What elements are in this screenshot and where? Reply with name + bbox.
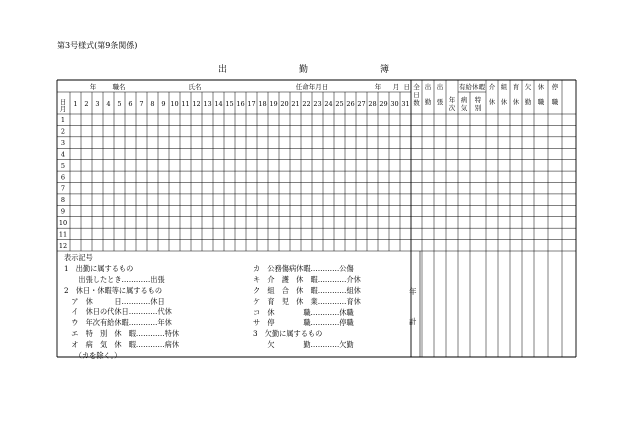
summary-column-label: 出 <box>424 83 432 91</box>
legend-line: ケ 育 児 休 業…………育休 <box>253 296 361 306</box>
day-number: 17 <box>247 100 256 108</box>
legend-line: オ 病 気 休 暇…………病休 <box>64 340 180 350</box>
day-number: 23 <box>313 100 322 108</box>
summary-column-label: 欠 <box>524 83 532 91</box>
day-number: 26 <box>346 100 355 108</box>
legend-left-column <box>64 253 179 362</box>
month-number: 12 <box>58 241 68 250</box>
day-number: 2 <box>84 100 89 108</box>
summary-column-label: 気 <box>460 104 468 112</box>
header-year-label: 年 <box>89 83 97 91</box>
day-number: 7 <box>139 100 144 108</box>
day-number: 8 <box>150 100 155 108</box>
day-number: 13 <box>203 100 212 108</box>
summary-column-label: 勤 <box>524 98 532 106</box>
day-number: 6 <box>128 100 133 108</box>
summary-column-label: 年 <box>448 96 456 104</box>
header-year-suffix: 年 <box>374 83 382 91</box>
legend-line: エ 特 別 休 暇…………特休 <box>64 329 180 339</box>
day-number: 20 <box>280 100 289 108</box>
paid-leave-group-label: 有給休暇 <box>459 83 485 91</box>
form-number-label: 第3号様式(第9条関係) <box>57 41 138 50</box>
legend-line: ク 組 合 休 暇…………組休 <box>253 285 361 295</box>
day-number: 25 <box>335 100 344 108</box>
summary-column-label: 次 <box>448 104 456 112</box>
summary-column-label: 別 <box>474 104 482 112</box>
legend-line: 2 休日・休暇等に属するもの <box>64 285 163 295</box>
summary-column-label: 数 <box>413 99 420 107</box>
day-number: 14 <box>214 100 223 108</box>
day-number: 28 <box>368 100 377 108</box>
summary-column-label: 日 <box>413 91 420 99</box>
month-number: 11 <box>58 230 68 239</box>
title-char-2: 勤 <box>299 65 309 75</box>
header-appointment-label: 任命年月日 <box>295 83 329 91</box>
header-name-label: 氏名 <box>188 83 202 91</box>
legend-line: 出張したとき…………出張 <box>64 274 165 284</box>
month-number: 5 <box>60 161 66 170</box>
summary-column-label: 勤 <box>424 98 432 106</box>
header-position-label: 職名 <box>112 83 126 91</box>
summary-column-label: 特 <box>474 96 482 104</box>
day-number: 21 <box>291 100 300 108</box>
day-number: 1 <box>73 100 78 108</box>
day-number: 5 <box>117 100 122 108</box>
totals-label-char-1: 年 <box>409 287 417 296</box>
corner-month-label: 月 <box>59 105 67 113</box>
day-number: 31 <box>401 100 410 108</box>
day-number: 30 <box>390 100 399 108</box>
corner-day-label: 日 <box>59 98 67 106</box>
summary-column-label: 組 <box>500 83 508 91</box>
legend-line: ウ 年次有給休暇…………年休 <box>64 318 172 328</box>
header-month-suffix: 月 <box>392 83 400 91</box>
day-number: 3 <box>95 100 100 108</box>
legend-line: キ 介 護 休 暇…………介休 <box>253 274 361 284</box>
summary-column-label: 病 <box>460 96 468 104</box>
summary-column-label: 停 <box>551 83 559 91</box>
legend-line: カ 公務傷病休暇…………公傷 <box>253 264 354 273</box>
legend-line: 欠 勤…………欠勤 <box>253 340 354 350</box>
legend-line: ア 休 日…………休日 <box>64 296 165 306</box>
day-number: 10 <box>170 100 179 108</box>
month-number: 6 <box>60 173 66 182</box>
summary-column-label: 張 <box>436 98 444 106</box>
legend-line: （カを除く。） <box>64 351 122 361</box>
month-number: 8 <box>60 196 66 205</box>
month-number: 10 <box>58 218 68 227</box>
summary-column-label: 休 <box>537 83 545 91</box>
legend-line: 1 出勤に属するもの <box>64 263 134 273</box>
day-number: 11 <box>181 100 190 108</box>
summary-column-label: 休 <box>500 98 508 106</box>
day-number: 19 <box>269 100 278 108</box>
summary-column-label: 介 <box>488 83 496 91</box>
day-number: 18 <box>258 100 267 108</box>
summary-column-label: 職 <box>537 98 545 106</box>
header-day-suffix: 日 <box>403 83 410 91</box>
day-number: 9 <box>161 100 166 108</box>
day-number: 15 <box>225 100 234 108</box>
legend-line: サ 停 職…………停職 <box>253 318 354 328</box>
month-number: 9 <box>60 207 66 216</box>
summary-column-label: 休 <box>488 98 496 106</box>
summary-column-label: 休 <box>512 98 520 106</box>
month-number: 1 <box>60 116 66 125</box>
summary-column-label: 出 <box>436 83 444 91</box>
legend-line: 3 欠勤に属するもの <box>253 329 323 339</box>
legend-line: コ 休 職…………休職 <box>253 307 354 317</box>
day-number: 4 <box>106 100 111 108</box>
summary-column-label: 全 <box>413 83 420 91</box>
month-number: 4 <box>60 150 66 159</box>
summary-column-label: 職 <box>551 98 559 106</box>
title-char-3: 簿 <box>380 65 390 75</box>
legend-title: 表示記号 <box>64 253 93 262</box>
summary-column-label: 育 <box>512 83 520 91</box>
title-char-1: 出 <box>218 65 228 75</box>
month-number: 2 <box>60 127 66 136</box>
legend-right-column <box>253 264 361 351</box>
totals-label-char-2: 計 <box>409 317 417 326</box>
day-number: 16 <box>236 100 245 108</box>
day-number: 29 <box>379 100 388 108</box>
month-number: 7 <box>60 184 66 193</box>
day-number: 22 <box>302 100 311 108</box>
day-number: 12 <box>192 100 201 108</box>
legend-line: イ 休日の代休日…………代休 <box>64 307 172 317</box>
day-number: 24 <box>324 100 333 108</box>
month-number: 3 <box>60 139 66 148</box>
day-number: 27 <box>357 100 366 108</box>
